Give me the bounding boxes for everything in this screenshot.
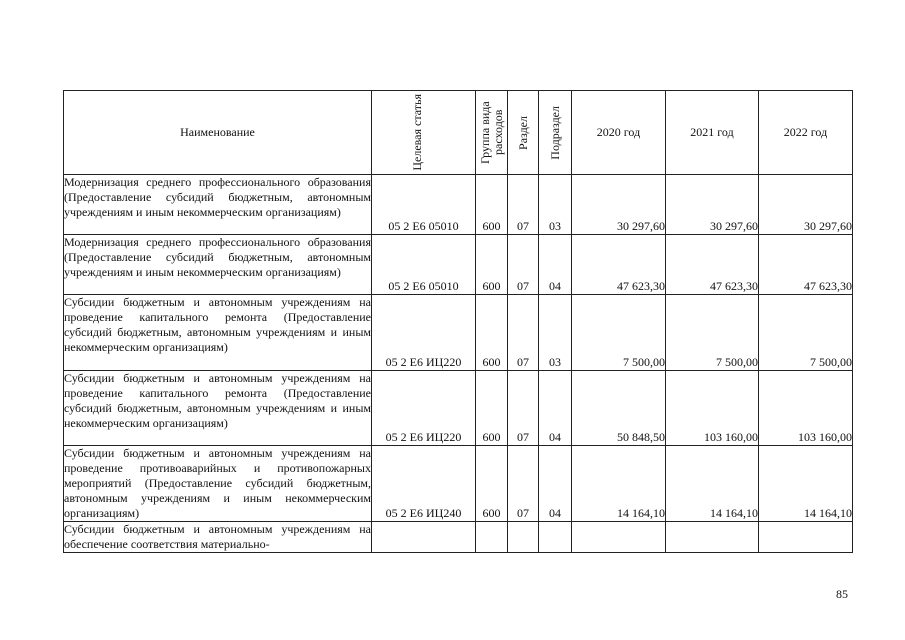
row-subsection: 03 [539,175,572,235]
row-group: 600 [476,295,508,371]
row-2022: 103 160,00 [759,371,853,446]
row-section: 07 [508,295,539,371]
row-code: 05 2 Е6 05010 [372,235,476,295]
header-2020: 2020 год [572,91,666,175]
row-2020: 30 297,60 [572,175,666,235]
header-2021: 2021 год [666,91,759,175]
row-name: Субсидии бюджетным и автономным учреждениям на обеспечение соответствия материально- [64,522,371,551]
row-2020 [572,522,666,553]
row-code: 05 2 Е6 ИЦ220 [372,295,476,371]
header-name: Наименование [64,91,372,175]
row-2022 [759,522,853,553]
row-2020: 50 848,50 [572,371,666,446]
row-2021: 103 160,00 [666,371,759,446]
row-2020: 47 623,30 [572,235,666,295]
row-subsection: 03 [539,295,572,371]
table-row [64,295,853,371]
row-code: 05 2 Е6 ИЦ240 [372,446,476,522]
row-2021: 47 623,30 [666,235,759,295]
row-2022: 47 623,30 [759,235,853,295]
header-target-article: Целевая статья [372,91,476,175]
row-2022: 30 297,60 [759,175,853,235]
row-2022: 7 500,00 [759,295,853,371]
row-section: 07 [508,235,539,295]
row-2020: 14 164,10 [572,446,666,522]
row-group: 600 [476,175,508,235]
budget-table [63,90,853,553]
row-section: 07 [508,371,539,446]
table-row [64,446,853,522]
table-header-row [64,91,853,175]
row-group [476,522,508,553]
row-name: Субсидии бюджетным и автономным учреждениям на проведение капитального ремонта (Предоставление субсидий бюджетным, автономным учреждениям и иным некоммерческим организациям) [64,371,372,446]
row-code: 05 2 Е6 ИЦ220 [372,371,476,446]
row-group: 600 [476,371,508,446]
header-section: Раздел [508,91,539,175]
row-name: Модернизация среднего профессионального образования (Предоставление субсидий бюджетным, автономным учреждениям и иным некоммерческим организациям) [64,235,372,295]
row-2020: 7 500,00 [572,295,666,371]
table-row [64,175,853,235]
table-row [64,522,853,553]
header-2022: 2022 год [759,91,853,175]
row-name: Субсидии бюджетным и автономным учреждениям на проведение капитального ремонта (Предоставление субсидий бюджетным, автономным учреждениям и иным некоммерческим организациям) [64,295,372,371]
row-2022: 14 164,10 [759,446,853,522]
table-row [64,371,853,446]
row-code: 05 2 Е6 05010 [372,175,476,235]
table-row [64,235,853,295]
header-expense-group: Группа вида расходов [476,91,508,175]
row-2021: 7 500,00 [666,295,759,371]
header-subsection: Подраздел [539,91,572,175]
row-subsection: 04 [539,371,572,446]
row-group: 600 [476,235,508,295]
row-2021: 14 164,10 [666,446,759,522]
row-subsection [539,522,572,553]
page-number: 85 [836,587,848,601]
row-2021: 30 297,60 [666,175,759,235]
row-2021 [666,522,759,553]
row-group: 600 [476,446,508,522]
row-code [372,522,476,553]
row-name: Субсидии бюджетным и автономным учреждениям на проведение противоаварийных и противопожарных мероприятий (Предоставление субсидий бюджетным, автономным учреждениям и иным некоммерческим организациям) [64,446,371,520]
row-subsection: 04 [539,235,572,295]
row-section: 07 [508,446,539,522]
row-name: Модернизация среднего профессионального образования (Предоставление субсидий бюджетным, автономным учреждениям и иным некоммерческим организациям) [64,175,372,235]
row-section [508,522,539,553]
row-subsection: 04 [539,446,572,522]
row-section: 07 [508,175,539,235]
